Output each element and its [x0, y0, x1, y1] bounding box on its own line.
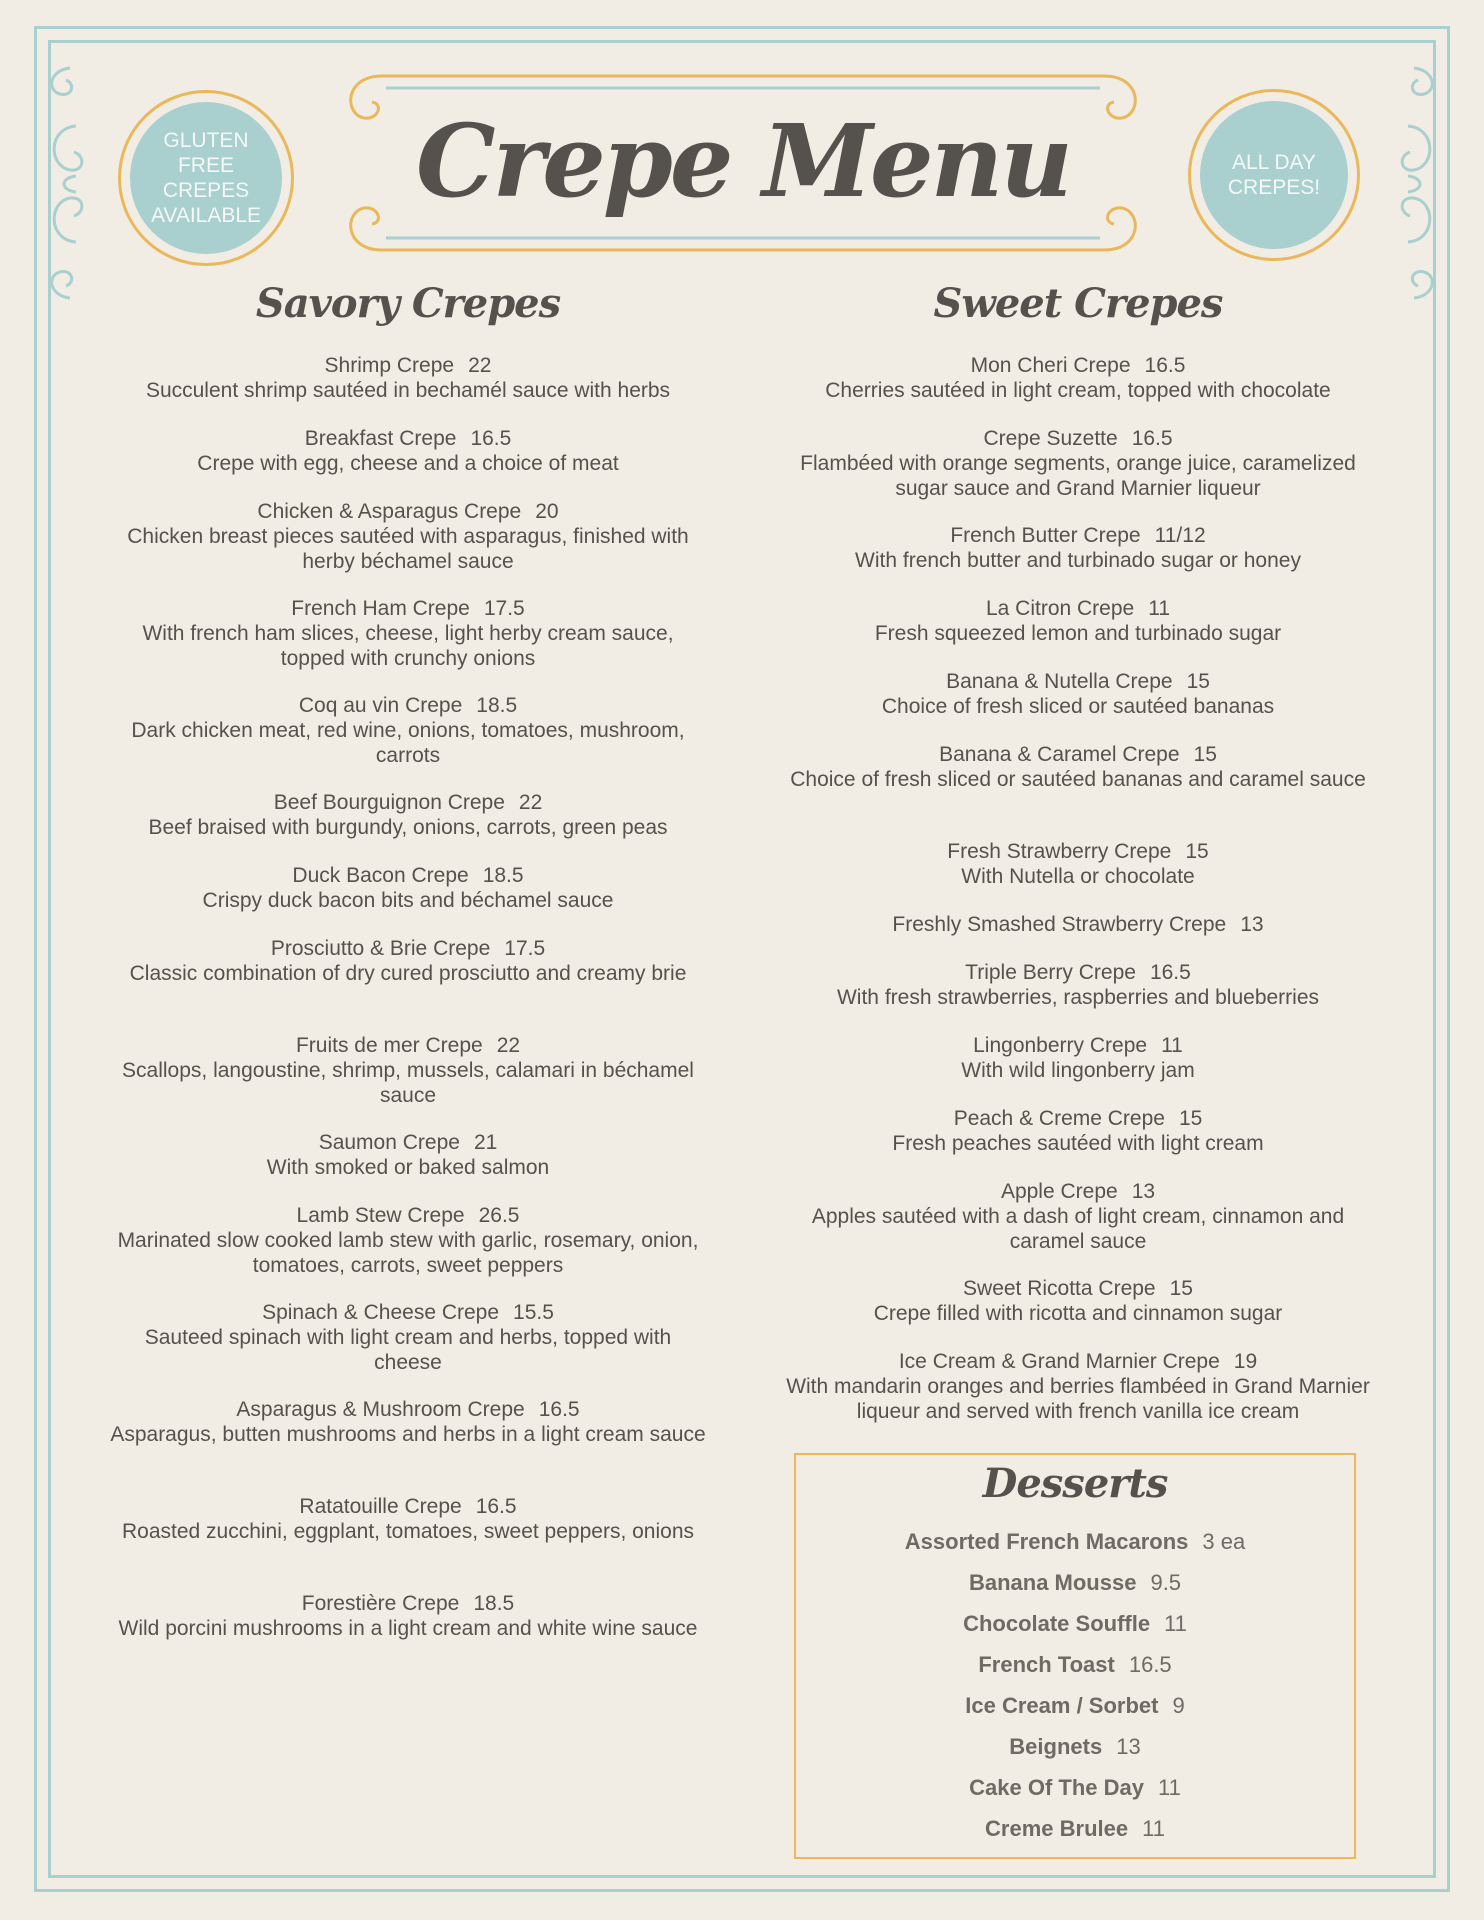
item-title: [108, 790, 708, 815]
page-title: Crepe Menu: [416, 102, 1070, 220]
gluten-free-badge-text: GLUTEN FREE CREPES AVAILABLE: [130, 102, 282, 254]
item-title: [778, 596, 1378, 621]
dessert-item-4: [794, 1651, 1356, 1679]
item-name: Asparagus & Mushroom Crepe: [236, 1398, 525, 1421]
item-title: [778, 839, 1378, 864]
savory-item-6: [108, 790, 708, 840]
item-name: Ice Cream & Grand Marnier Crepe: [898, 1350, 1220, 1373]
item-description: Apples sautéed with a dash of light cream, cinnamon and caramel sauce: [811, 1205, 1345, 1253]
item-title: [778, 426, 1378, 451]
item-title: [108, 353, 708, 378]
item-description: With french ham slices, cheese, light herby cream sauce, topped with crunchy onions: [142, 622, 674, 670]
item-price: 16.5: [538, 1398, 580, 1421]
dessert-price: 9.5: [1150, 1570, 1182, 1595]
item-title: [108, 936, 708, 961]
item-name: Freshly Smashed Strawberry Crepe: [892, 913, 1227, 936]
dessert-price: 9: [1172, 1693, 1185, 1718]
item-price: 18.5: [482, 864, 524, 887]
item-price: 15: [1186, 670, 1210, 693]
savory-item-14: [108, 1494, 708, 1544]
item-title: [108, 1033, 708, 1058]
item-price: 16.5: [1144, 354, 1186, 377]
item-description: Cherries sautéed in light cream, topped with chocolate: [825, 379, 1331, 402]
item-name: Duck Bacon Crepe: [292, 864, 469, 887]
item-description: Asparagus, butten mushrooms and herbs in a light cream sauce: [110, 1423, 706, 1446]
item-title: [778, 742, 1378, 767]
item-name: Prosciutto & Brie Crepe: [270, 937, 491, 960]
left-scroll-ornament-icon: [40, 66, 92, 300]
dessert-price: 16.5: [1128, 1652, 1172, 1677]
item-title: [778, 1179, 1378, 1204]
dessert-item-6: [794, 1733, 1356, 1761]
savory-item-15: [108, 1591, 708, 1641]
item-price: 20: [535, 500, 559, 523]
item-name: Coq au vin Crepe: [298, 694, 463, 717]
item-name: French Butter Crepe: [950, 524, 1141, 547]
item-description: Crepe filled with ricotta and cinnamon sugar: [873, 1302, 1283, 1325]
dessert-item-5: [794, 1692, 1356, 1720]
item-name: Apple Crepe: [1000, 1180, 1118, 1203]
item-price: 18.5: [473, 1592, 515, 1615]
item-price: 17.5: [483, 597, 525, 620]
item-name: Forestière Crepe: [301, 1592, 460, 1615]
dessert-price: 11: [1142, 1816, 1165, 1841]
savory-item-8: [108, 936, 708, 986]
dessert-name: Beignets: [1009, 1734, 1103, 1759]
item-price: 16.5: [470, 427, 512, 450]
item-name: Fruits de mer Crepe: [295, 1034, 483, 1057]
dessert-item-3: [794, 1610, 1356, 1638]
item-name: Banana & Nutella Crepe: [946, 670, 1173, 693]
savory-item-2: [108, 426, 708, 476]
item-title: [108, 499, 708, 524]
item-description: Sauteed spinach with light cream and herbs, topped with cheese: [144, 1326, 672, 1374]
item-name: Beef Bourguignon Crepe: [273, 791, 505, 814]
item-price: 17.5: [504, 937, 546, 960]
sweet-item-5: [778, 669, 1378, 719]
item-description: Chicken breast pieces sautéed with asparagus, finished with herby béchamel sauce: [127, 525, 689, 573]
right-scroll-ornament-icon: [1392, 66, 1444, 300]
dessert-price: 11: [1164, 1611, 1187, 1636]
item-description: Crispy duck bacon bits and béchamel sauce: [202, 889, 614, 912]
item-description: Marinated slow cooked lamb stew with garlic, rosemary, onion, tomatoes, carrots, sweet peppers: [117, 1229, 699, 1277]
item-description: Dark chicken meat, red wine, onions, tomatoes, mushroom, carrots: [131, 719, 685, 767]
item-name: Mon Cheri Crepe: [970, 354, 1131, 377]
item-name: French Ham Crepe: [291, 597, 470, 620]
item-title: [108, 863, 708, 888]
dessert-item-2: [794, 1569, 1356, 1597]
sweet-item-11: [778, 1106, 1378, 1156]
item-description: With fresh strawberries, raspberries and blueberries: [836, 986, 1320, 1009]
item-name: Sweet Ricotta Crepe: [963, 1277, 1156, 1300]
savory-item-9: [108, 1033, 708, 1108]
item-title: [108, 1203, 708, 1228]
dessert-name: Chocolate Souffle: [963, 1611, 1151, 1636]
item-price: 21: [473, 1131, 498, 1154]
item-title: [778, 1276, 1378, 1301]
item-description: Fresh peaches sautéed with light cream: [892, 1132, 1264, 1155]
item-price: 15.5: [513, 1301, 554, 1324]
item-price: 11: [1161, 1034, 1183, 1057]
item-description: Classic combination of dry cured prosciutto and creamy brie: [129, 962, 687, 985]
dessert-item-1: [794, 1528, 1356, 1556]
dessert-price: 3 ea: [1202, 1529, 1246, 1554]
dessert-price: 11: [1158, 1775, 1181, 1800]
sweet-item-1: [778, 353, 1378, 403]
item-name: Peach & Creme Crepe: [953, 1107, 1165, 1130]
item-title: [108, 1300, 708, 1325]
savory-heading: Savory Crepes: [255, 280, 561, 327]
sweet-item-7: [778, 839, 1378, 889]
sweet-item-8: [778, 912, 1378, 937]
savory-item-1: [108, 353, 708, 403]
item-description: Scallops, langoustine, shrimp, mussels, calamari in béchamel sauce: [122, 1059, 694, 1107]
item-name: Banana & Caramel Crepe: [939, 743, 1180, 766]
item-title: [108, 693, 708, 718]
item-name: Lamb Stew Crepe: [296, 1204, 465, 1227]
item-title: [108, 1397, 708, 1422]
item-price: 11: [1148, 597, 1171, 620]
dessert-name: Creme Brulee: [985, 1816, 1129, 1841]
item-description: With Nutella or chocolate: [961, 865, 1195, 888]
sweet-item-9: [778, 960, 1378, 1010]
savory-item-13: [108, 1397, 708, 1447]
item-description: Beef braised with burgundy, onions, carrots, green peas: [148, 816, 668, 839]
item-name: Fresh Strawberry Crepe: [947, 840, 1172, 863]
item-description: Succulent shrimp sautéed in bechamél sauce with herbs: [145, 379, 671, 402]
dessert-name: Banana Mousse: [968, 1570, 1137, 1595]
all-day-badge: [1188, 89, 1360, 261]
item-title: [778, 669, 1378, 694]
item-price: 26.5: [478, 1204, 520, 1227]
item-title: [778, 1033, 1378, 1058]
item-price: 16.5: [1149, 961, 1191, 984]
item-name: Lingonberry Crepe: [973, 1034, 1148, 1057]
item-title: [108, 1591, 708, 1616]
item-name: Spinach & Cheese Crepe: [262, 1301, 500, 1324]
sweet-item-3: [778, 523, 1378, 573]
item-price: 13: [1131, 1180, 1156, 1203]
dessert-name: Cake Of The Day: [969, 1775, 1144, 1800]
dessert-name: Assorted French Macarons: [904, 1529, 1189, 1554]
desserts-heading: Desserts: [982, 1460, 1168, 1507]
sweet-item-14: [778, 1349, 1378, 1424]
item-name: Crepe Suzette: [983, 427, 1118, 450]
item-description: Fresh squeezed lemon and turbinado sugar: [874, 622, 1282, 645]
item-price: 15: [1169, 1277, 1193, 1300]
item-price: 16.5: [1131, 427, 1173, 450]
item-name: Chicken & Asparagus Crepe: [257, 500, 522, 523]
savory-item-10: [108, 1130, 708, 1180]
item-title: [778, 353, 1378, 378]
item-name: Triple Berry Crepe: [965, 961, 1136, 984]
item-price: 19: [1233, 1350, 1258, 1373]
item-name: Shrimp Crepe: [324, 354, 455, 377]
dessert-name: French Toast: [978, 1652, 1115, 1677]
item-price: 16.5: [475, 1495, 517, 1518]
item-description: With wild lingonberry jam: [961, 1059, 1195, 1082]
item-title: [778, 960, 1378, 985]
item-price: 11/12: [1154, 524, 1206, 547]
dessert-item-8: [794, 1815, 1356, 1843]
dessert-name: Ice Cream / Sorbet: [965, 1693, 1159, 1718]
sweet-item-13: [778, 1276, 1378, 1326]
item-price: 22: [496, 1034, 521, 1057]
item-description: Crepe with egg, cheese and a choice of meat: [197, 452, 619, 475]
item-title: [108, 596, 708, 621]
item-description: With french butter and turbinado sugar or honey: [855, 549, 1301, 572]
sweet-heading: Sweet Crepes: [933, 280, 1223, 327]
item-name: Ratatouille Crepe: [299, 1495, 462, 1518]
item-description: Choice of fresh sliced or sautéed bananas and caramel sauce: [790, 768, 1366, 791]
item-price: 15: [1185, 840, 1209, 863]
item-price: 15: [1178, 1107, 1203, 1130]
dessert-price: 13: [1116, 1734, 1141, 1759]
item-price: 13: [1240, 913, 1264, 936]
sweet-item-6: [778, 742, 1378, 792]
item-title: [778, 1106, 1378, 1131]
savory-item-12: [108, 1300, 708, 1375]
item-title: [108, 1494, 708, 1519]
item-description: Wild porcini mushrooms in a light cream and white wine sauce: [118, 1617, 698, 1640]
sweet-item-12: [778, 1179, 1378, 1254]
dessert-item-7: [794, 1774, 1356, 1802]
item-description: With smoked or baked salmon: [266, 1156, 550, 1179]
savory-item-11: [108, 1203, 708, 1278]
sweet-item-4: [778, 596, 1378, 646]
item-price: 18.5: [476, 694, 518, 717]
item-title: [108, 426, 708, 451]
item-title: [108, 1130, 708, 1155]
item-title: [778, 1349, 1378, 1374]
item-price: 22: [468, 354, 492, 377]
savory-item-5: [108, 693, 708, 768]
item-description: Roasted zucchini, eggplant, tomatoes, sweet peppers, onions: [121, 1520, 694, 1543]
item-price: 15: [1193, 743, 1217, 766]
sweet-item-10: [778, 1033, 1378, 1083]
gluten-free-badge: [118, 90, 294, 266]
item-description: Flambéed with orange segments, orange juice, caramelized sugar sauce and Grand Marnier liqueur: [800, 452, 1356, 500]
savory-item-3: [108, 499, 708, 574]
all-day-badge-text: ALL DAY CREPES!: [1200, 101, 1348, 249]
savory-item-7: [108, 863, 708, 913]
item-name: Saumon Crepe: [318, 1131, 460, 1154]
item-name: Breakfast Crepe: [304, 427, 457, 450]
item-description: Choice of fresh sliced or sautéed bananas: [881, 695, 1275, 718]
item-name: La Citron Crepe: [985, 597, 1135, 620]
item-description: With mandarin oranges and berries flambéed in Grand Marnier liqueur and served with french vanilla ice cream: [786, 1375, 1370, 1423]
item-title: [778, 912, 1378, 937]
item-title: [778, 523, 1378, 548]
item-price: 22: [518, 791, 543, 814]
savory-item-4: [108, 596, 708, 671]
sweet-item-2: [778, 426, 1378, 501]
